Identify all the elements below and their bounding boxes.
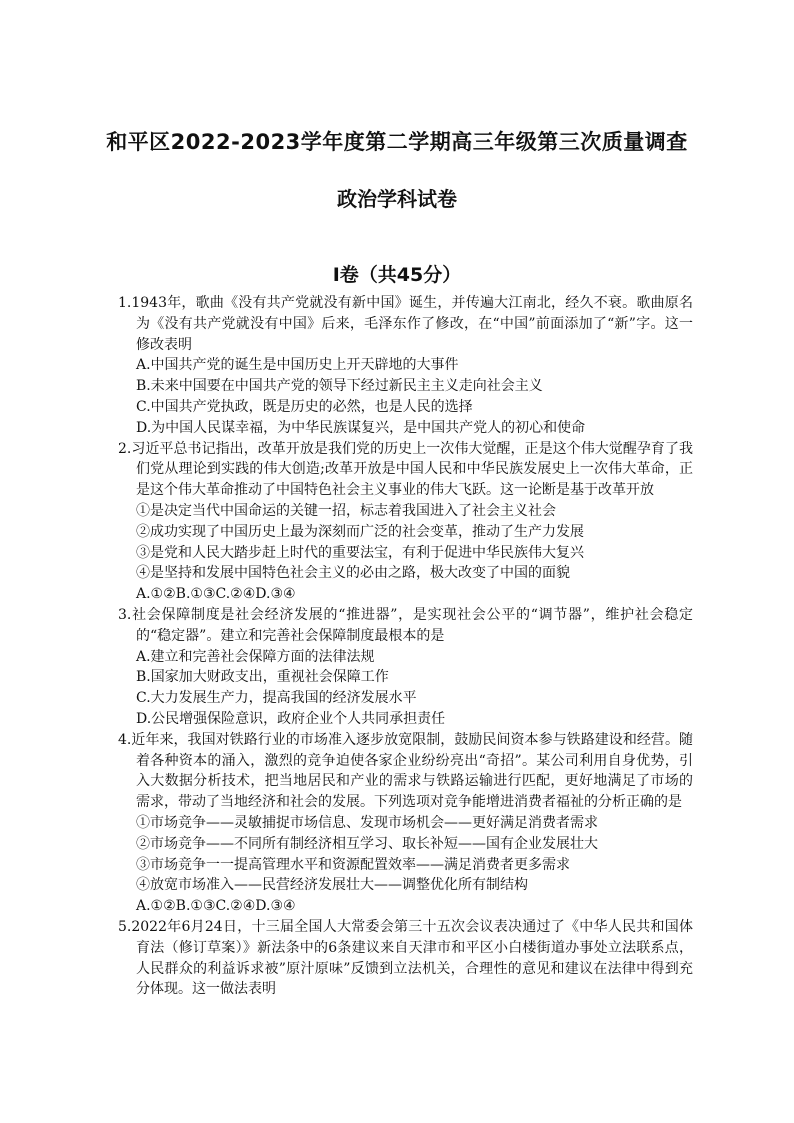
exam-title: 和平区2022-2023学年度第二学期高三年级第三次质量调查 — [106, 130, 688, 154]
question-stem: 1.1943年，歌曲《没有共产党就没有新中国》诞生，并传遍大江南北，经久不衰。歌曲原名为《没有共产党就没有中国》后来，毛泽东作了修改，在“中国”前面添加了“新”字。这一修改表明 — [118, 295, 693, 353]
question-4 — [118, 730, 693, 917]
option-d: D.公民增强保险意识，政府企业个人共同承担责任 — [136, 710, 446, 727]
option-a: A.建立和完善社会保障方面的法律法规 — [136, 648, 375, 665]
exam-subtitle: 政治学科试卷 — [337, 187, 457, 211]
question-1 — [118, 293, 693, 439]
question-stem: 5.2022年6月24日，十三届全国人大常委会第三十五次会议表决通过了《中华人民共和国体育法（修订草案）》新法条中的6条建议来自天津市和平区小白楼街道办事处立法联系点，人民群众的利益诉求被”原汁原味”反馈到立法机关，合理性的意见和建议在法律中得到充分体现。这一做法表明 — [118, 918, 693, 998]
question-2 — [118, 439, 693, 605]
section-heading: Ⅰ卷（共45分） — [332, 264, 462, 286]
statement-1: ①是决定当代中国命运的关键一招，标志着我国进入了社会主义社会 — [136, 502, 556, 519]
option-d: D.为中国人民谋幸福，为中华民族谋复兴，是中国共产党人的初心和使命 — [136, 419, 586, 436]
statement-3: ③市场竞争一一提高管理水平和资源配置效率——满足消费者更多需求 — [136, 856, 570, 873]
option-b: B.未来中国要在中国共产党的领导下经过新民主主义走向社会主义 — [136, 378, 543, 395]
question-list — [118, 293, 693, 1000]
statement-2: ②成功实现了中国历史上最为深刻而广泛的社会变革，推动了生产力发展 — [136, 523, 584, 540]
statement-1: ①市场竞争——灵敏捕捉市场信息、发现市场机会——更好满足消费者需求 — [136, 814, 598, 831]
question-stem: 2.习近平总书记指出，改革开放是我们党的历史上一次伟大觉醒，正是这个伟大觉醒孕育了我们党从理论到实践的伟大创造;改革开放是中国人民和中华民族发展史上一次伟大革命，正是这个伟大革命推动了中国特色社会主义事业的伟大飞跃。这一论断是基于改革开放 — [118, 440, 693, 499]
statement-4: ④是坚持和发展中国特色社会主义的必由之路，极大改变了中国的面貌 — [136, 565, 570, 582]
answer-choices: A.①②B.①③C.②④D.③④ — [136, 898, 296, 915]
question-3 — [118, 605, 693, 730]
statement-3: ③是党和人民大踏步赶上时代的重要法宝，有利于促进中华民族伟大复兴 — [136, 544, 584, 561]
question-5 — [118, 917, 693, 1000]
question-stem: 3.社会保障制度是社会经济发展的“推进器”，是实现社会公平的“调节器”，维护社会稳定的“稳定器”。建立和完善社会保障制度最根本的是 — [118, 606, 693, 644]
option-b: B.国家加大财政支出，重视社会保障工作 — [136, 669, 389, 686]
statement-2: ②市场竞争——不同所有制经济相互学习、取长补短——国有企业发展壮大 — [136, 835, 598, 852]
question-stem: 4.近年来，我国对铁路行业的市场准入逐步放宽限制，鼓励民间资本参与铁路建设和经营。随着各种资本的涌入，激烈的竞争迫使各家企业纷纷亮出“奇招”。某公司利用自身优势，引入大数据分析技术，把当地居民和产业的需求与铁路运输进行匹配，更好地满足了市场的需求，带动了当地经济和社会的发展。下列选项对竞争能增进消费者福祉的分析正确的是 — [118, 731, 693, 811]
option-c: C.大力发展生产力，提高我国的经济发展水平 — [136, 690, 417, 707]
answer-choices: A.①②B.①③C.②④D.③④ — [136, 586, 296, 603]
option-a: A.中国共产党的诞生是中国历史上开天辟地的大事件 — [136, 357, 459, 374]
statement-4: ④放宽市场准入——民营经济发展壮大——调整优化所有制结构 — [136, 877, 528, 894]
option-c: C.中国共产党执政，既是历史的必然，也是人民的选择 — [136, 398, 473, 415]
